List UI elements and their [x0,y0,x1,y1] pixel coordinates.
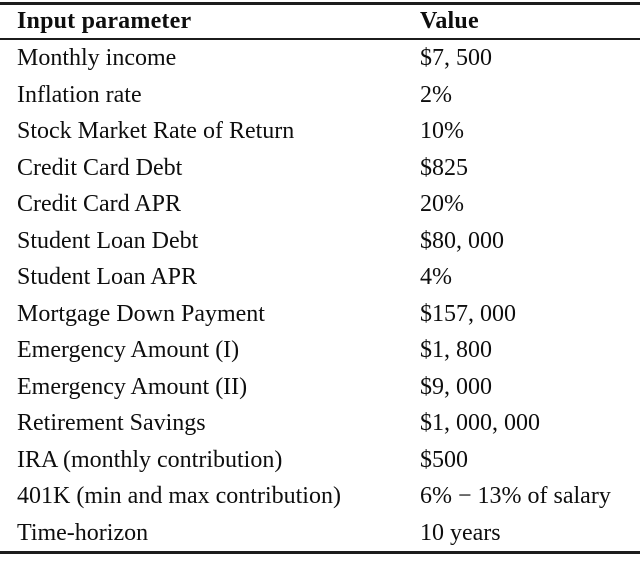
value-cell: 4% [420,264,452,290]
param-cell: Emergency Amount (I) [17,337,240,363]
table-row [0,332,640,369]
table-row [0,478,640,515]
param-cell: 401K (min and max contribution) [17,483,341,509]
value-cell: $7, 500 [420,45,492,71]
column-header-value: Value [420,8,479,34]
value-cell: $500 [420,446,468,473]
value-cell: 6% − 13% of salary [420,483,611,509]
param-cell: Student Loan APR [17,264,198,290]
param-cell: IRA (monthly contribution) [17,446,283,473]
table-row [0,40,640,77]
table-row [0,150,640,187]
value-cell: $9, 000 [420,373,492,400]
value-cell: 10% [420,118,464,144]
param-cell: Credit Card Debt [17,154,183,181]
value-cell: $1, 800 [420,337,492,363]
value-cell: $80, 000 [420,227,504,254]
param-cell: Stock Market Rate of Return [17,118,295,144]
table-row [0,113,640,150]
bottom-rule [0,551,640,554]
table-row [0,442,640,479]
table-row [0,405,640,442]
param-cell: Time-horizon [17,519,149,546]
value-cell: 10 years [420,519,501,546]
table-row [0,259,640,296]
table-row [0,77,640,114]
param-cell: Retirement Savings [17,410,206,436]
table-body [0,40,640,551]
param-cell: Student Loan Debt [17,227,199,254]
param-cell: Monthly income [17,45,177,71]
value-cell: $825 [420,154,468,181]
table-row [0,223,640,260]
table-row [0,369,640,406]
param-cell: Mortgage Down Payment [17,300,265,327]
value-cell: 2% [420,81,452,108]
table-header-row [0,5,640,38]
table-row [0,296,640,333]
value-cell: $1, 000, 000 [420,410,540,436]
column-header-input-parameter: Input parameter [17,8,192,34]
param-cell: Emergency Amount (II) [17,373,248,400]
table-row [0,515,640,552]
param-cell: Credit Card APR [17,191,182,217]
param-cell: Inflation rate [17,81,142,108]
value-cell: 20% [420,191,464,217]
value-cell: $157, 000 [420,300,516,327]
table-row [0,186,640,223]
